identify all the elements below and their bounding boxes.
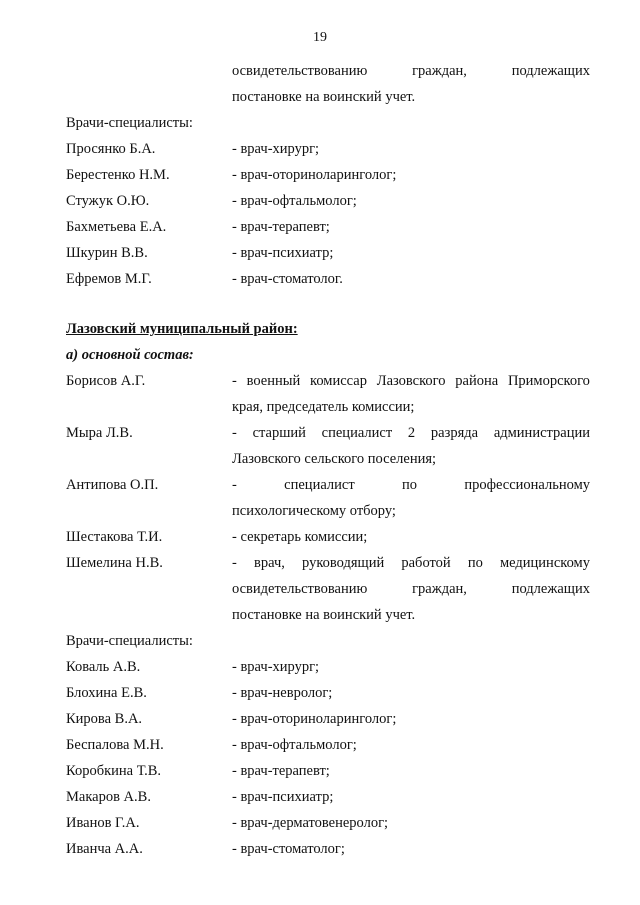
member-role-line bbox=[232, 368, 590, 394]
word: военный bbox=[246, 373, 301, 389]
member-role: - секретарь комиссии; bbox=[232, 529, 368, 545]
member-role-cont: постановке на воинский учет. bbox=[232, 607, 416, 623]
member-role: - врач-офтальмолог; bbox=[232, 737, 357, 753]
member-role: - врач-офтальмолог; bbox=[232, 193, 357, 209]
member-role: - врач-терапевт; bbox=[232, 763, 330, 779]
member-role: - врач-стоматолог. bbox=[232, 271, 343, 287]
member-name: Блохина Е.В. bbox=[66, 685, 147, 701]
word: врач, bbox=[254, 555, 285, 571]
member-name: Шемелина Н.В. bbox=[66, 555, 163, 571]
member-name: Ефремов М.Г. bbox=[66, 271, 152, 287]
list-item bbox=[66, 266, 590, 292]
continuation-line-1 bbox=[66, 58, 590, 84]
member-role-cont bbox=[66, 576, 590, 602]
member-name: Макаров А.В. bbox=[66, 789, 151, 805]
word: по bbox=[401, 477, 417, 493]
word: специалист bbox=[284, 477, 355, 493]
list-item bbox=[66, 732, 590, 758]
member-name: Борисов А.Г. bbox=[66, 373, 146, 389]
word: администрации bbox=[493, 425, 590, 441]
word: по bbox=[467, 555, 483, 571]
word: подлежащих bbox=[511, 581, 590, 597]
word: комиссар bbox=[310, 373, 367, 389]
word: работой bbox=[401, 555, 451, 571]
member-row bbox=[66, 420, 590, 446]
word: специалист bbox=[321, 425, 393, 441]
member-row bbox=[66, 368, 590, 394]
list-item bbox=[66, 240, 590, 266]
word: разряда bbox=[430, 425, 479, 441]
word: - bbox=[232, 477, 237, 493]
continuation-line-2: постановке на воинский учет. bbox=[232, 89, 416, 105]
word: - bbox=[232, 373, 237, 389]
list-item bbox=[66, 784, 590, 810]
member-role: - врач-дерматовенеролог; bbox=[232, 815, 389, 831]
word: старший bbox=[252, 425, 306, 441]
member-name: Берестенко Н.М. bbox=[66, 167, 170, 183]
page-number: 19 bbox=[313, 30, 327, 45]
district-subheading: а) основной состав: bbox=[66, 347, 194, 363]
member-role: - врач-хирург; bbox=[232, 659, 320, 675]
word: граждан, bbox=[412, 63, 467, 79]
specialists-label: Врачи-специалисты: bbox=[66, 633, 193, 649]
member-row bbox=[66, 472, 590, 498]
word: 2 bbox=[407, 425, 416, 441]
member-name: Шкурин В.В. bbox=[66, 245, 148, 261]
list-item bbox=[66, 706, 590, 732]
member-name: Иванов Г.А. bbox=[66, 815, 140, 831]
list-item bbox=[66, 810, 590, 836]
word: освидетельствованию bbox=[232, 63, 368, 79]
member-name: Мыра Л.В. bbox=[66, 425, 133, 441]
word: - bbox=[232, 555, 237, 571]
member-role: - врач-психиатр; bbox=[232, 245, 334, 261]
member-row bbox=[66, 524, 590, 550]
member-name: Шестакова Т.И. bbox=[66, 529, 163, 545]
specialists-label: Врачи-специалисты: bbox=[66, 115, 193, 131]
member-role-cont: края, председатель комиссии; bbox=[232, 399, 415, 415]
list-item bbox=[66, 136, 590, 162]
member-role-cont: психологическому отбору; bbox=[232, 503, 396, 519]
member-name: Иванча А.А. bbox=[66, 841, 143, 857]
word: медицинскому bbox=[499, 555, 590, 571]
member-role: - врач-стоматолог; bbox=[232, 841, 345, 857]
member-role: - врач-хирург; bbox=[232, 141, 320, 157]
member-name: Бахметьева Е.А. bbox=[66, 219, 167, 235]
list-item bbox=[66, 214, 590, 240]
district-heading: Лазовский муниципальный район: bbox=[66, 321, 298, 337]
justified-words bbox=[232, 576, 590, 602]
member-role: - врач-психиатр; bbox=[232, 789, 334, 805]
word: профессиональному bbox=[464, 477, 590, 493]
member-name: Стужук О.Ю. bbox=[66, 193, 150, 209]
word: руководящий bbox=[302, 555, 385, 571]
word: района bbox=[455, 373, 499, 389]
member-name: Просянко Б.А. bbox=[66, 141, 156, 157]
word: Приморского bbox=[507, 373, 590, 389]
member-name: Кирова В.А. bbox=[66, 711, 143, 727]
list-item bbox=[66, 680, 590, 706]
word: подлежащих bbox=[511, 63, 590, 79]
district-block bbox=[66, 316, 590, 862]
list-item bbox=[66, 836, 590, 862]
member-role: - врач-оториноларинголог; bbox=[232, 711, 397, 727]
member-name: Беспалова М.Н. bbox=[66, 737, 164, 753]
list-item bbox=[66, 188, 590, 214]
top-block bbox=[66, 58, 590, 292]
word: Лазовского bbox=[376, 373, 446, 389]
word: освидетельствованию bbox=[232, 581, 368, 597]
list-item bbox=[66, 758, 590, 784]
member-role-cont: Лазовского сельского поселения; bbox=[232, 451, 437, 467]
member-role: - врач-оториноларинголог; bbox=[232, 167, 397, 183]
member-role: - врач-невролог; bbox=[232, 685, 333, 701]
member-role-line bbox=[232, 550, 590, 576]
list-item bbox=[66, 162, 590, 188]
member-name: Антипова О.П. bbox=[66, 477, 159, 493]
justified-words bbox=[232, 58, 590, 84]
member-role-line bbox=[232, 420, 590, 446]
member-role-line bbox=[232, 472, 590, 498]
member-role: - врач-терапевт; bbox=[232, 219, 330, 235]
word: - bbox=[232, 425, 237, 441]
member-name: Коробкина Т.В. bbox=[66, 763, 162, 779]
member-name: Коваль А.В. bbox=[66, 659, 141, 675]
list-item bbox=[66, 654, 590, 680]
member-row bbox=[66, 550, 590, 576]
word: граждан, bbox=[412, 581, 467, 597]
